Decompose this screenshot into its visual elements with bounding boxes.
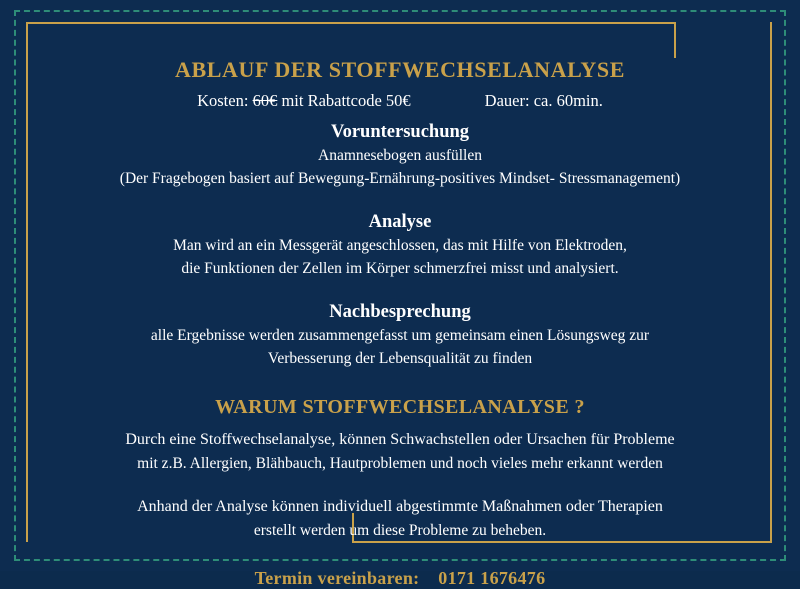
section-line: Verbesserung der Lebensqualität zu finden (267, 350, 533, 368)
duration-label: Dauer: ca. 60min. (484, 91, 603, 110)
section-heading-voruntersuchung: Voruntersuchung (330, 122, 470, 142)
section-line: Man wird an ein Messgerät angeschlossen, das mit Hilfe von Elektroden, (173, 236, 627, 254)
section-line: die Funktionen der Zellen im Körper schmerzfrei misst und analysiert. (181, 260, 619, 278)
section-line: Anamnesebogen ausfüllen (318, 147, 482, 164)
section-heading-nachbesprechung: Nachbesprechung (329, 301, 471, 322)
paragraph-line: Durch eine Stoffwechselanalyse, können Schwachstellen oder Ursachen für Probleme (125, 430, 675, 448)
paragraph-line: Anhand der Analyse können individuell abgestimmte Maßnahmen oder Therapien (137, 498, 663, 516)
cost-old-value: 60€ (252, 91, 278, 110)
cost-note: mit Rabattcode 50€ (281, 91, 411, 110)
paragraph-line: mit z.B. Allergien, Blähbauch, Hautproblemen und noch vieles mehr erkannt werden (137, 454, 663, 472)
section-line: (Der Fragebogen basiert auf Bewegung-Ernährung-positives Mindset- Stressmanagement) (119, 170, 681, 188)
page-title: ABLAUF DER STOFFWECHSELANALYSE (175, 57, 625, 82)
contact-label: Termin vereinbaren: (254, 567, 420, 588)
contact-phone-number[interactable]: 0171 1676476 (438, 567, 546, 588)
cost-group (197, 91, 411, 111)
section-heading-analyse: Analyse (368, 211, 432, 232)
paragraph-line: erstellt werden um diese Probleme zu beheben. (253, 522, 547, 540)
cost-label: Kosten: (197, 91, 249, 110)
section-subtitle: WARUM STOFFWECHSELANALYSE ? (215, 395, 585, 418)
section-line: alle Ergebnisse werden zusammengefasst um gemeinsam einen Lösungsweg zur (150, 326, 650, 344)
price-row (0, 91, 800, 111)
